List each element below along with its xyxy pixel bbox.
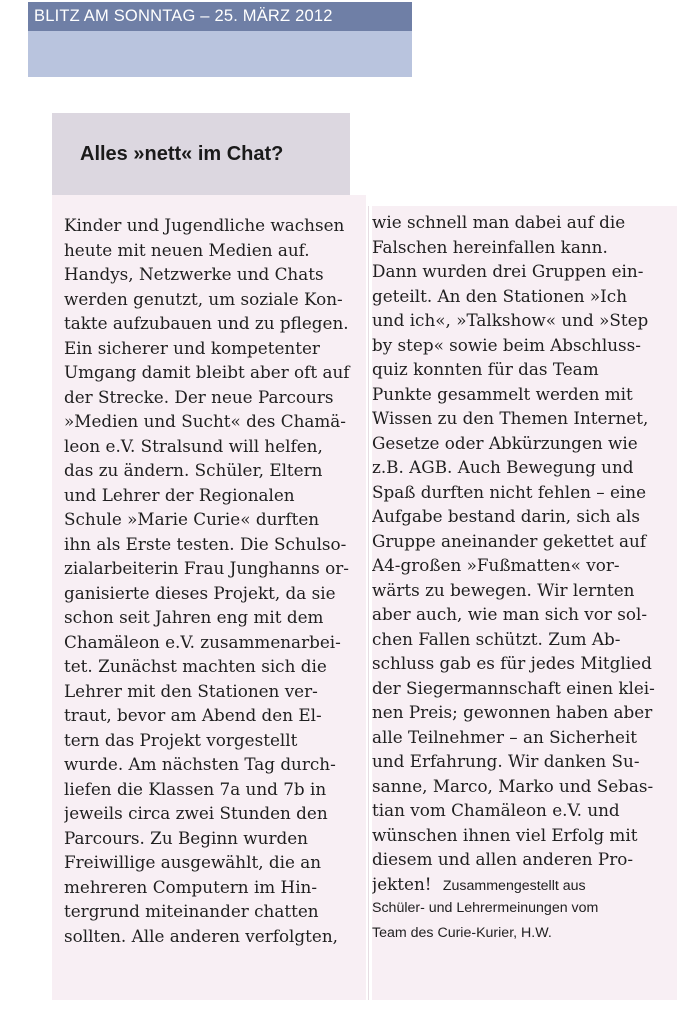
text-line: takte aufzubauen und zu pflegen. (64, 313, 349, 333)
text-line: Freiwillige ausgewählt, die an (64, 852, 322, 872)
signature-line: Schüler- und Lehrermeinungen vom (372, 900, 599, 916)
text-line: sanne, Marco, Marko und Sebas- (372, 775, 654, 796)
text-line: z.B. AGB. Auch Bewegung und (372, 457, 634, 477)
text-line: Kinder und Jugendliche wachsen (64, 215, 345, 235)
text-line: aber auch, wie man sich vor sol- (372, 604, 647, 624)
text-line: Chamäleon e.V. zusammenarbei- (64, 631, 341, 652)
text-line: Gruppe aneinander gekettet auf (372, 530, 647, 551)
text-line: tergrund miteinander chatten (64, 901, 319, 921)
text-line: Umgang damit bleibt aber oft auf (64, 362, 350, 382)
text-line: und ich«, »Talkshow« und »Step (372, 310, 649, 330)
text-line: Wissen zu den Themen Internet, (372, 408, 649, 428)
text-line: schluss gab es für jedes Mitglied (372, 653, 652, 673)
text-line: jeweils circa zwei Stunden den (64, 803, 328, 823)
article-column-left (52, 195, 366, 1000)
text-line: ganisierte dieses Projekt, da sie (64, 582, 336, 603)
text-line: werden genutzt, um soziale Kon- (64, 288, 343, 309)
signature-line: Team des Curie-Kurier, H.W. (372, 924, 552, 941)
text-line: wünschen ihnen viel Erfolg mit (372, 824, 638, 845)
text-line: heute mit neuen Medien auf. (64, 239, 310, 260)
text-line: Falschen hereinfallen kann. (372, 236, 608, 257)
text-line: geteilt. An den Stationen »Ich (372, 285, 628, 306)
text-line: sollten. Alle anderen verfolgten, (64, 925, 338, 946)
text-line: chen Fallen schützt. Zum Ab- (372, 628, 621, 649)
text-line: Ein sicherer und kompetenter (64, 337, 320, 358)
text-line: Spaß durften nicht fehlen – eine (372, 481, 646, 502)
newspaper-masthead: BLITZ AM SONNTAG – 25. MÄRZ 2012 (28, 2, 412, 31)
text-line: nen Preis; gewonnen haben aber (372, 702, 653, 722)
text-line: der Siegermannschaft einen klei- (372, 677, 655, 698)
text-line: wie schnell man dabei auf die (372, 212, 626, 232)
text-line: und Lehrer der Regionalen (64, 484, 295, 505)
text-line: diesem und allen anderen Pro- (372, 849, 634, 869)
text-line: »Medien und Sucht« des Chamä- (64, 411, 346, 431)
text-line: zialarbeiterin Frau Junghanns or- (64, 558, 349, 578)
article-column-right (372, 206, 677, 1000)
text-line: Lehrer mit den Stationen ver- (64, 680, 318, 701)
text-line: und Erfahrung. Wir danken Su- (372, 751, 640, 771)
text-line: Gesetze oder Abkürzungen wie (372, 432, 638, 453)
text-line: das zu ändern. Schüler, Eltern (64, 460, 323, 480)
text-line: Punkte gesammelt werden mit (372, 383, 633, 404)
column-divider (368, 206, 369, 1000)
text-line: liefen die Klassen 7a und 7b in (64, 778, 327, 799)
article-headline: Alles »nett« im Chat? (80, 143, 284, 165)
text-line: der Strecke. Der neue Parcours (64, 386, 334, 407)
text-line (372, 872, 677, 897)
text-line: wurde. Am nächsten Tag durch- (64, 754, 336, 774)
text-line: quiz konnten für das Team (372, 359, 599, 379)
text-line: Dann wurden drei Gruppen ein- (372, 261, 644, 281)
text-line: tet. Zunächst machten sich die (64, 656, 327, 676)
text-line: tian vom Chamäleon e.V. und (372, 800, 620, 820)
text-line: schon seit Jahren eng mit dem (64, 607, 324, 627)
signature-line: Zusammengestellt aus (442, 877, 586, 894)
text-line: Aufgabe bestand darin, sich als (372, 506, 640, 526)
article-clipping (52, 113, 677, 1000)
text-line: ihn als Erste testen. Die Schulso- (64, 533, 347, 554)
closing-word: jekten! (372, 873, 432, 894)
text-line: Handys, Netzwerke und Chats (64, 264, 324, 284)
text-line: A4-großen »Fußmatten« vor- (372, 555, 620, 575)
text-line: mehreren Computern im Hin- (64, 876, 318, 897)
text-line: by step« sowie beim Abschluss- (372, 334, 641, 355)
text-line: traut, bevor am Abend den El- (64, 705, 322, 725)
text-line: wärts zu bewegen. Wir lernten (372, 579, 635, 600)
masthead-band (28, 31, 412, 77)
text-line: alle Teilnehmer – an Sicherheit (372, 726, 638, 747)
text-line: leon e.V. Stralsund will helfen, (64, 435, 323, 456)
headline-box (52, 113, 350, 195)
text-line: Parcours. Zu Beginn wurden (64, 827, 308, 848)
text-line: Schule »Marie Curie« durften (64, 509, 320, 529)
text-line: tern das Projekt vorgestellt (64, 729, 298, 750)
